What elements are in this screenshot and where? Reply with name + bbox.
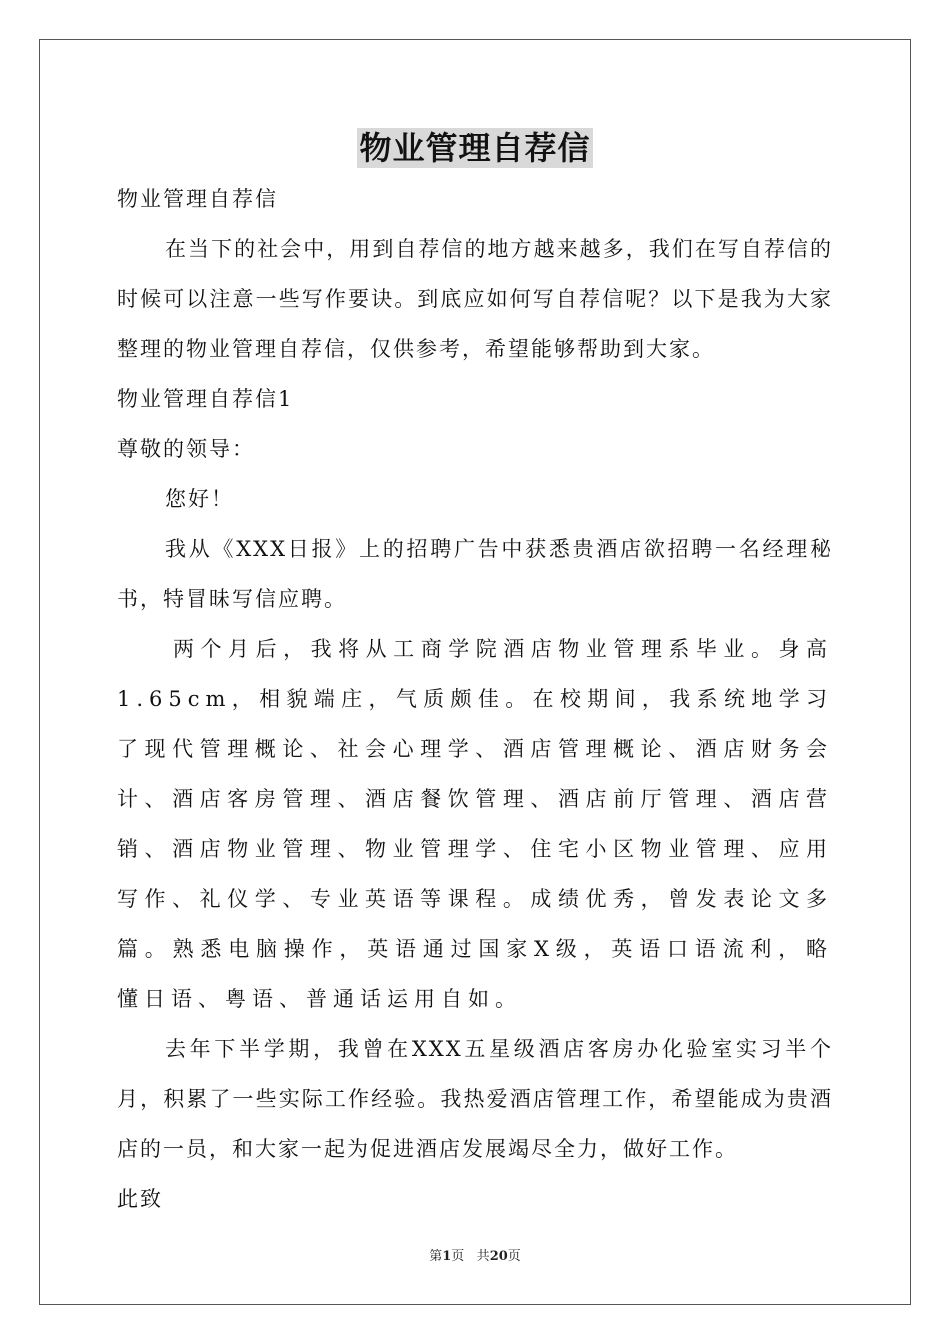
page-prefix: 第 — [429, 1249, 443, 1264]
total-pages: 20 — [489, 1249, 508, 1264]
closing: 此致 — [117, 1187, 163, 1211]
body-paragraph: 我从《XXX日报》上的招聘广告中获悉贵酒店欲招聘一名经理秘书，特冒昧写信应聘。 — [117, 537, 833, 611]
page-footer — [0, 1248, 950, 1266]
total-prefix: 共 — [476, 1249, 490, 1264]
page-number: 1 — [442, 1249, 452, 1264]
intro-paragraph: 在当下的社会中，用到自荐信的地方越来越多，我们在写自荐信的时候可以注意一些写作要诀。到底应如何写自荐信呢？以下是我为大家整理的物业管理自荐信，仅供参考，希望能够帮助到大家。 — [117, 237, 833, 361]
document-title: 物业管理自荐信 — [359, 129, 591, 167]
subtitle: 物业管理自荐信 — [117, 187, 278, 211]
total-suffix: 页 — [507, 1249, 521, 1264]
body-paragraph: 去年下半学期，我曾在XXX五星级酒店客房办化验室实习半个月，积累了一些实际工作经验。我热爱酒店管理工作，希望能成为贵酒店的一员，和大家一起为促进酒店发展竭尽全力，做好工作。 — [117, 1037, 833, 1161]
body-paragraph: 两个月后，我将从工商学院酒店物业管理系毕业。身高1.65cm，相貌端庄，气质颇佳。在校期间，我系统地学习了现代管理概论、社会心理学、酒店管理概论、酒店财务会计、酒店客房管理、酒店餐饮管理、酒店前厅管理、酒店营销、酒店物业管理、物业管理学、住宅小区物业管理、应用写作、礼仪学、专业英语等课程。成绩优秀，曾发表论文多篇。熟悉电脑操作，英语通过国家X级，英语口语流利，略懂日语、粤语、普通话运用自如。 — [117, 637, 833, 1011]
salutation: 尊敬的领导： — [117, 437, 255, 461]
greeting: 您好！ — [165, 487, 234, 511]
section-heading: 物业管理自荐信1 — [117, 387, 294, 411]
title-container — [0, 128, 950, 168]
page-suffix: 页 — [451, 1249, 465, 1264]
document-body — [117, 174, 833, 1224]
